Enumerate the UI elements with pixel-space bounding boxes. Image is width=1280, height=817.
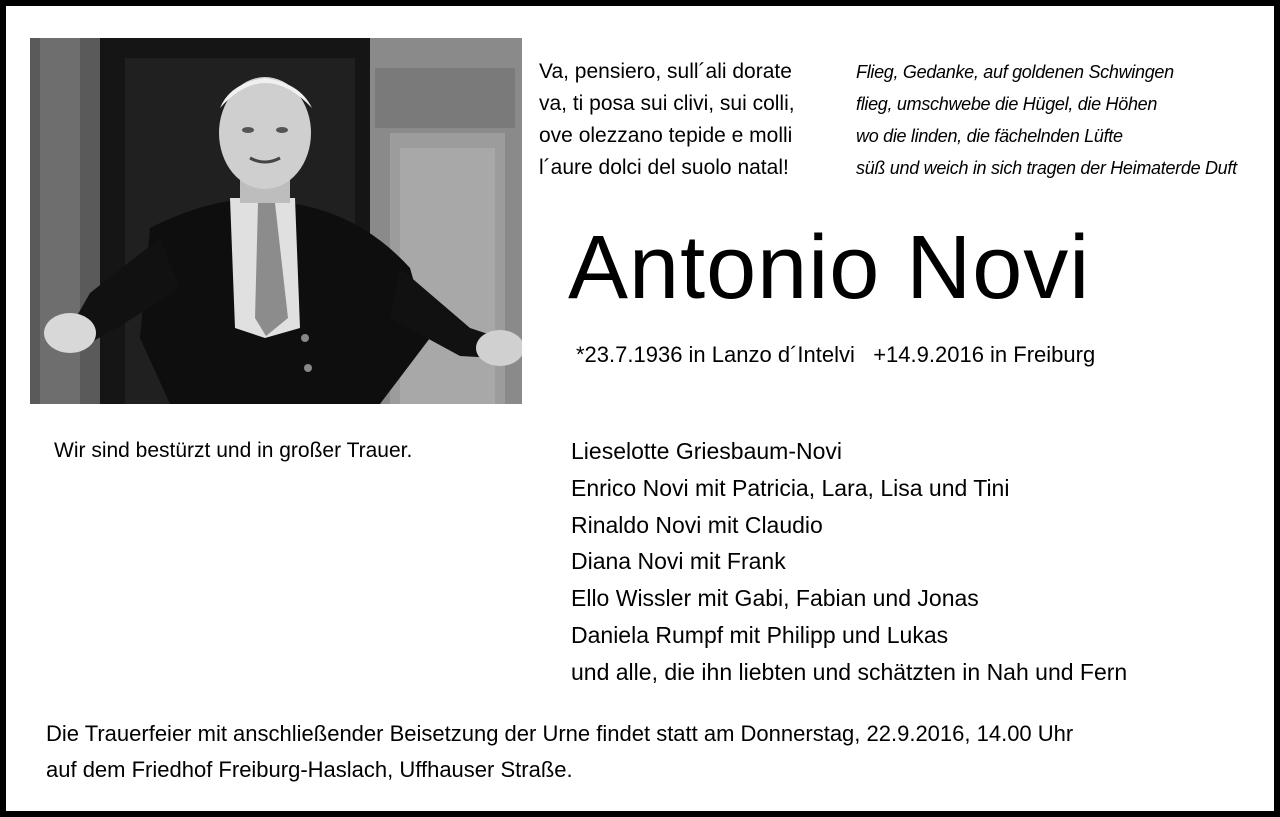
mourner-line: und alle, die ihn liebten und schätzten in Nah und Fern bbox=[571, 658, 1128, 685]
grief-statement: Wir sind bestürzt und in großer Trauer. bbox=[54, 439, 413, 462]
birth-death-dates: *23.7.1936 in Lanzo d´Intelvi +14.9.2016 in Freiburg bbox=[576, 342, 1096, 367]
mourner-line: Enrico Novi mit Patricia, Lara, Lisa und Tini bbox=[571, 474, 1010, 501]
poem-italian-line: va, ti posa sui clivi, sui colli, bbox=[539, 92, 795, 115]
ceremony-info bbox=[46, 716, 1073, 788]
poem-german-line: süß und weich in sich tragen der Heimaterde Duft bbox=[856, 158, 1237, 178]
poem-german-line: wo die linden, die fächelnden Lüfte bbox=[856, 126, 1123, 146]
ceremony-line: Die Trauerfeier mit anschließender Beisetzung der Urne findet statt am Donnerstag, 22.9.2016, 14.00 Uhr bbox=[46, 721, 1074, 746]
mourner-line: Diana Novi mit Frank bbox=[571, 548, 786, 575]
deceased-name: Antonio Novi bbox=[568, 218, 1091, 318]
poem-german-line: flieg, umschwebe die Hügel, die Höhen bbox=[856, 94, 1158, 114]
poem-german bbox=[856, 56, 1237, 184]
mourners-list bbox=[571, 433, 1127, 691]
poem-italian-line: l´aure dolci del suolo natal! bbox=[539, 156, 789, 179]
poem-italian-line: ove olezzano tepide e molli bbox=[539, 124, 793, 147]
poem-italian bbox=[539, 56, 795, 184]
mourner-line: Ello Wissler mit Gabi, Fabian und Jonas bbox=[571, 585, 979, 612]
portrait-photo bbox=[30, 38, 522, 404]
mourner-line: Lieselotte Griesbaum-Novi bbox=[571, 438, 843, 464]
mourner-line: Rinaldo Novi mit Claudio bbox=[571, 511, 823, 538]
ceremony-line: auf dem Friedhof Freiburg-Haslach, Uffhauser Straße. bbox=[46, 757, 573, 782]
poem-german-line: Flieg, Gedanke, auf goldenen Schwingen bbox=[856, 62, 1174, 82]
poem-italian-line: Va, pensiero, sull´ali dorate bbox=[539, 60, 792, 83]
mourner-line: Daniela Rumpf mit Philipp und Lukas bbox=[571, 621, 949, 648]
